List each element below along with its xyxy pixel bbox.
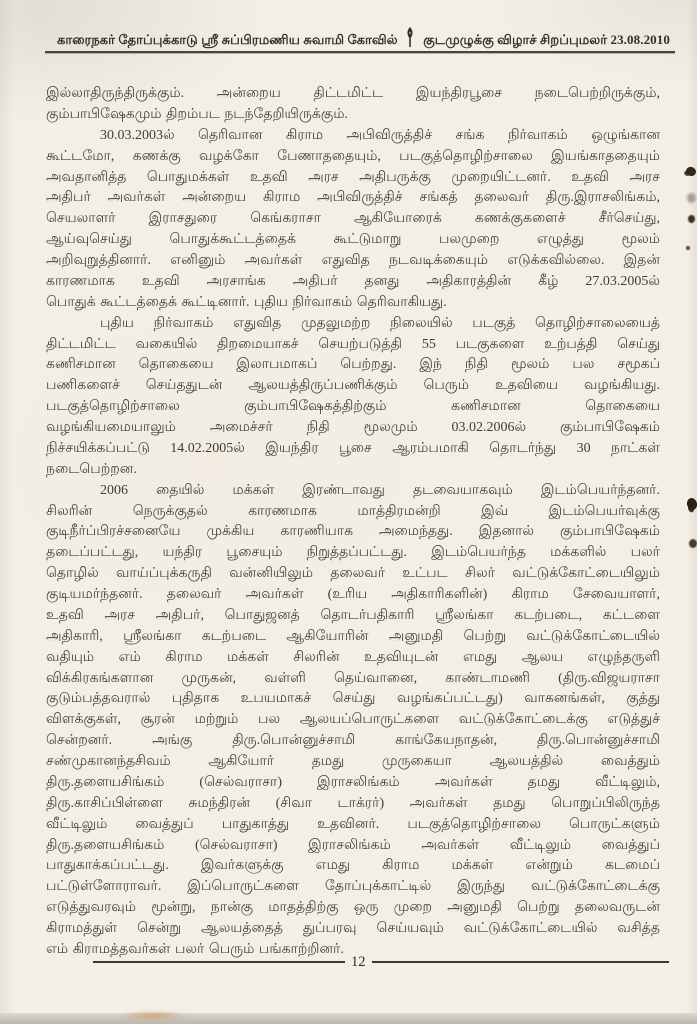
paragraph (46, 314, 660, 481)
body-line: பாதுகாக்கப்பட்டது. இவர்களுக்கு எமது கிராம மக்கள் என்றும் கடமைப் (46, 858, 660, 874)
paragraph (46, 126, 660, 314)
body-line: திரு.தளையசிங்கம் (செல்வராசா) இராசலிங்கம் அவர்கள் வீட்டிலும் வைத்துப் (46, 837, 660, 853)
body-line: எடுத்துவரவும் மூன்று, நான்கு மாதத்திற்கு ஒரு முறை அனுமதி பெற்று தலைவருடன் (46, 900, 660, 916)
body-line: புதிய நிர்வாகம் எதுவித முதலுமற்ற நிலையில் படகுத் தொழிற்சாலையைத் (100, 315, 660, 331)
body-line: சென்றனர். அங்கு திரு.பொன்னுச்சாமி காங்கேயநாதன், திரு.பொன்னுச்சாமி (46, 733, 660, 749)
temple-name-title: காரைநகர் தோப்புக்காடு ஸ்ரீ சுப்பிரமணிய சுவாமி கோவில் (57, 32, 398, 47)
body-line: 30.03.2003ல் தெரிவான கிராம அபிவிருத்திச் சங்க நிர்வாகம் ஒழுங்கான (100, 127, 660, 143)
scan-stain (118, 1010, 188, 1021)
footer-rule-right (372, 961, 670, 963)
body-line: குடியமர்ந்தனர். தலைவர் அவர்கள் (உரிய அதிகாரிகளின்) கிராம சேவையாளர், (46, 587, 660, 602)
souvenir-date-title: குடமுழுக்கு விழாச் சிறப்புமலர் 23.08.2010 (423, 32, 670, 47)
body-line: கிராமத்துள் சென்று ஆலயத்தைத் துப்பரவு செய்யவும் வட்டுக்கோட்டையில் வசித்த (46, 921, 660, 936)
body-line: படகுத்தொழிற்சாலை கும்பாபிஷேகத்திற்கும் கணிசமான தொகையை (46, 399, 660, 415)
body-line: அவதானித்த பொதுமக்கள் உதவி அரச அதிபருக்கு முறையிட்டனர். உதவி அரச (46, 169, 660, 185)
body-text (46, 84, 660, 961)
header-underline (45, 51, 675, 53)
body-line: திரு.காசிப்பிள்ளை சுமந்திரன் (சிவா டாக்ரர்) அவர்கள் தமது பொறுப்பிலிருந்த (46, 795, 660, 811)
page-header (57, 27, 670, 49)
body-line: 2006 தையில் மக்கள் இரண்டாவது தடவையாகவும் இடம்பெயர்ந்தனர். (100, 482, 660, 498)
page-footer (93, 955, 669, 969)
scan-smudge (686, 497, 697, 511)
footer-rule-left (93, 961, 345, 963)
body-line: சண்முகானந்தசிவம் ஆகியோர் தமது முருகையா ஆலயத்தில் வைத்தும் (46, 754, 660, 769)
body-line: வழங்கியமையாலும் அமைச்சர் நிதி மூலமும் 03.02.2006ல் கும்பாபிஷேகம் (46, 420, 660, 435)
paragraph (46, 84, 660, 126)
body-line: எம் கிராமத்தவர்கள் பலர் பெரும் பங்காற்றினர். (46, 941, 344, 957)
body-line: தடைப்பட்டது, யந்திர பூசையும் நிறுத்தப்பட்டது. இடம்பெயர்ந்த மக்களில் பலர் (46, 545, 660, 561)
body-line: வீட்டிலும் வைத்துப் பாதுகாத்து உதவினர். படகுத்தொழிற்சாலை பொருட்களும் (46, 816, 660, 832)
body-line: நடைபெற்றன. (46, 461, 137, 477)
body-line: அதிகாரி, ஸ்ரீலங்கா கடற்படை ஆகியோரின் அனுமதி பெற்று வட்டுக்கோட்டையில் (46, 628, 660, 644)
body-line: நிச்சயிக்கப்பட்டு 14.02.2005ல் இயந்திர பூசை ஆரம்பமாகி தொடர்ந்து 30 நாட்கள் (46, 440, 660, 456)
scan-smudge (689, 539, 697, 548)
scan-smudge (687, 193, 696, 203)
scan-smudge (686, 246, 690, 250)
body-line: தொழில் வாய்ப்புக்கருதி வன்னியிலும் தலைவர் உட்பட சிலர் வட்டுக்கோட்டையிலும் (46, 566, 660, 582)
scan-smudge (685, 166, 697, 178)
body-line: குடிநீர்ப்பிரச்சனையே முக்கிய காரணியாக அமைந்தது. இதனால் கும்பாபிஷேகம் (46, 524, 660, 540)
body-line: அறிவுறுத்தினார். எனினும் அவர்கள் எதுவித நடவடிக்கையும் எடுக்கவில்லை. இதன் (46, 253, 660, 268)
body-line: பொதுக் கூட்டத்தைக் கூட்டினார். புதிய நிர்வாகம் தெரிவாகியது. (46, 294, 447, 310)
body-line: கூட்டமோ, கணக்கு வழக்கோ பேணாததையும், படகுத்தொழிற்சாலை இயங்காததையும் (46, 148, 660, 164)
body-line: சிலரின் நெருக்குதல் காரணமாக மாத்திரமன்றி இவ் இடம்பெயர்வுக்கு (46, 503, 660, 519)
body-line: திரு.தளையசிங்கம் (செல்வராசா) இராசலிங்கம் அவர்கள் தமது வீட்டிலும், (46, 774, 660, 790)
scan-smudge (688, 215, 695, 223)
vel-lamp-icon (404, 27, 416, 49)
body-line: காரணமாக உதவி அரசாங்க அதிபர் தனது அதிகாரத்தின் கீழ் 27.03.2005ல் (46, 273, 660, 289)
body-line: வதியும் எம் கிராம மக்கள் சிலரின் உதவியுடன் எமது ஆலய எழுந்தருளி (46, 649, 660, 665)
body-line: உதவி அரச அதிபர், பொதுஜனத் தொடர்பதிகாரி ஸ்ரீலங்கா கடற்படை, கட்டளை (46, 607, 660, 623)
body-line: கணிசமான தொகையை இலாபமாகப் பெற்றது. இந் நிதி மூலம் பல சமூகப் (46, 357, 660, 373)
paragraph (46, 481, 660, 961)
body-line: திட்டமிட்ட வகையில் திறமையாகச் செயற்படுத்தி 55 படகுகளை உற்பத்தி செய்து (46, 336, 660, 352)
body-line: பணிகளைச் செய்ததுடன் ஆலயத்திருப்பணிக்கும் பெரும் உதவியை வழங்கியது. (46, 378, 660, 394)
body-line: செயலாளர் இராசதுரை கெங்கராசா ஆகியோரைக் கணக்குகளைச் சீர்செய்து, (46, 211, 660, 227)
body-line: அதிபர் அவர்கள் அன்றைய கிராம அபிவிருத்திச் சங்கத் தலைவர் திரு.இராசலிங்கம், (46, 190, 660, 206)
page-number: 12 (351, 954, 366, 970)
scan-edge-band (0, 1013, 697, 1024)
body-line: ஆய்வுசெய்து பொதுக்கூட்டத்தைக் கூட்டுமாறு பலமுறை எழுத்து மூலம் (46, 232, 660, 248)
body-line: விக்கிரகங்களான முருகன், வள்ளி தெய்வானை, காண்டாமணி (திரு.விஜயராசா (46, 670, 660, 686)
body-line: கும்பாபிஷேகமும் திறம்பட நடந்தேறியிருக்கும். (46, 106, 348, 122)
body-line: இல்லாதிருந்திருக்கும். அன்றைய திட்டமிட்ட இயந்திரபூசை நடைபெற்றிருக்கும், (46, 86, 660, 101)
body-line: குடும்பத்தவரால் புதிதாக உபயமாகச் செய்து வழங்கப்பட்டது) வாகனங்கள், குத்து (46, 691, 660, 707)
body-line: பட்டுள்ளோராவர். இப்பொருட்களை தோப்புக்காட்டில் இருந்து வட்டுக்கோட்டைக்கு (46, 879, 660, 895)
body-line: விளக்குகள், சூரன் மற்றும் பல ஆலயப்பொருட்களை வட்டுக்கோட்டைக்கு எடுத்துச் (46, 712, 660, 728)
